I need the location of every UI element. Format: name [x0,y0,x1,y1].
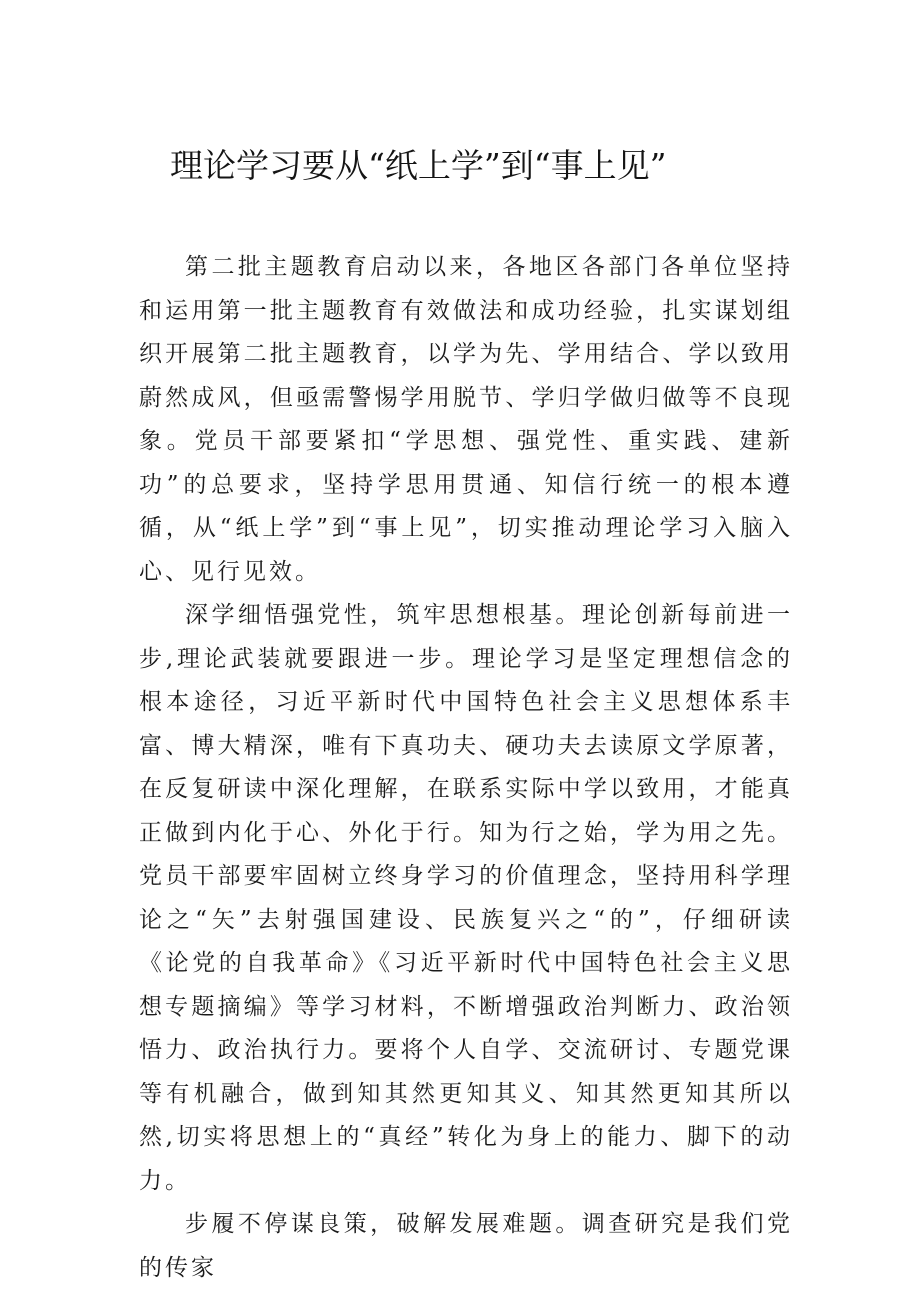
paragraph-1: 第二批主题教育启动以来，各地区各部门各单位坚持和运用第一批主题教育有效做法和成功经验，扎实谋划组织开展第二批主题教育，以学为先、学用结合、学以致用蔚然成风，但亟需警惕学用脱节、学归学做归做等不良现象。党员干部要紧扣“学思想、强党性、重实践、建新功”的总要求，坚持学思用贯通、知信行统一的根本遵循，从“纸上学”到“事上见”，切实推动理论学习入脑入心、见行见效。 [139,254,793,585]
paragraph-3: 步履不停谋良策，破解发展难题。调查研究是我们党的传家 [139,1211,793,1281]
article-body [139,246,793,1290]
paragraph-2: 深学细悟强党性，筑牢思想根基。理论创新每前进一步,理论武装就要跟进一步。理论学习是坚定理想信念的根本途径，习近平新时代中国特色社会主义思想体系丰富、博大精深，唯有下真功夫、硬功夫去读原文学原著，在反复研读中深化理解，在联系实际中学以致用，才能真正做到内化于心、外化于行。知为行之始，学为用之先。党员干部要牢固树立终身学习的价值理念，坚持用科学理论之“矢”去射强国建设、民族复兴之“的”，仔细研读《论党的自我革命》《习近平新时代中国特色社会主义思想专题摘编》等学习材料，不断增强政治判断力、政治领悟力、政治执行力。要将个人自学、交流研讨、专题党课等有机融合，做到知其然更知其义、知其然更知其所以然,切实将思想上的“真经”转化为身上的能力、脚下的动力。 [139,602,793,1194]
article-title: 理论学习要从“纸上学”到“事上见” [170,146,667,185]
